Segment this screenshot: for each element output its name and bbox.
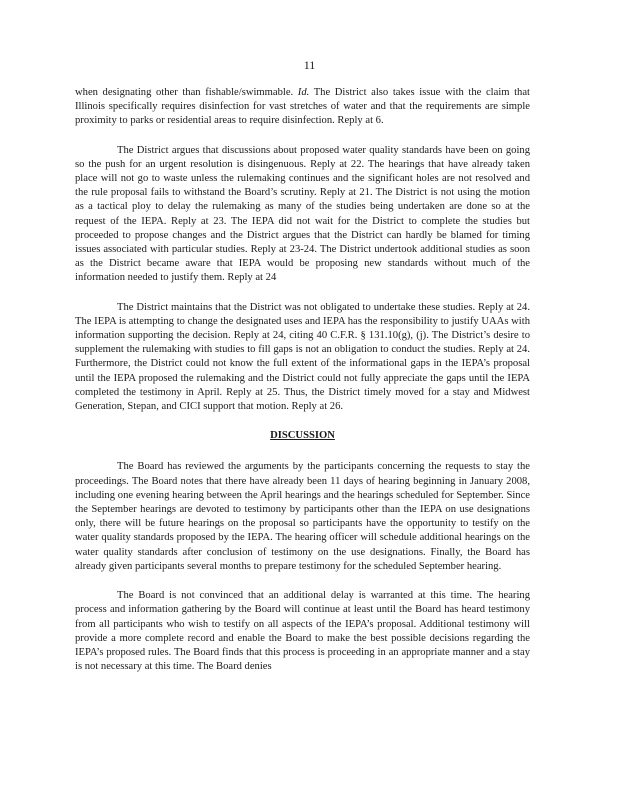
paragraph-board-reviewed: The Board has reviewed the arguments by the participants concerning the requests to stay the proceedings. The Board notes that there have already been 11 days of hearing beginning in January 2008, including one evening hearing between the April hearings and the hearings scheduled for September. Since the September hearings are devoted to testimony by participants other than the IEPA on use designations only, there will be future hearings on the proposal so participants have the opportunity to testify on the water quality standards proposed by the IEPA. The hearing officer will schedule additional hearings on the water quality standards after conclusion of testimony on the use designations. Finally, the Board has already given participants several months to prepare testimony for the scheduled September hearing. (75, 461, 530, 572)
document-body (75, 86, 530, 689)
citation-id: Id. (297, 87, 310, 98)
paragraph-district-maintains: The District maintains that the District was not obligated to undertake these studies. Reply at 24. The IEPA is attempting to change the designated uses and IEPA has the responsibility to justify UAAs with information supporting the decision. Reply at 24, citing 40 C.F.R. § 131.10(g), (j). The District’s desire to supplement the rulemaking with studies to fill gaps is not an obligation to conduct the studies. Reply at 24. Furthermore, the District could not know the full extent of the informational gaps in the IEPA’s proposal until the IEPA proposed the rulemaking and the District could not fully appreciate the gaps until the IEPA completed the testimony in April. Reply at 25. Thus, the District timely moved for a stay and Midwest Generation, Stepan, and CICI support that motion. Reply at 26. (75, 301, 530, 413)
paragraph-text: when designating other than fishable/swimmable. (75, 87, 298, 98)
page-number: 11 (303, 58, 316, 72)
paragraph-text: The District also takes issue with the claim that Illinois specifically requires disinfection for vast stretches of water and that the requirements are simple proximity to parks or residential areas to require disinfection. Reply at 6. (75, 87, 530, 127)
section-heading-discussion: DISCUSSION (270, 430, 335, 442)
paragraph-board-not-convinced: The Board is not convinced that an additional delay is warranted at this time. The hearing process and information gathering by the Board will continue at least until the Board has heard testimony from all participants who wish to testify on all aspects of the IEPA’s proposal. Additional testimony will provide a more complete record and enable the Board to make the best possible decisions regarding the IEPA’s proposed rules. The Board finds that this process is proceeding in an appropriate manner and a stay is not necessary at this time. The Board denies (75, 590, 530, 673)
paragraph-continuation (75, 86, 530, 129)
paragraph-district-argues: The District argues that discussions about proposed water quality standards have been on going so the push for an urgent resolution is disingenuous. Reply at 22. The hearings that have already taken place will not go to waste unless the rulemaking continues and the significant holes are not resolved and the rule proposal fails to withstand the Board’s scrutiny. Reply at 21. The District is not using the motion as a tactical ploy to delay the rulemaking as many of the studies being undertaken are done so at the request of the IEPA. Reply at 23. The IEPA did not wait for the District to complete the studies but proceeded to propose changes and the District argues that the District can hardly be blamed for timing issues associated with particular studies. Reply at 23-24. The District undertook additional studies as soon as the District became aware that IEPA would be proposing new standards without much of the information needed to justify them. Reply at 24 (75, 144, 530, 284)
